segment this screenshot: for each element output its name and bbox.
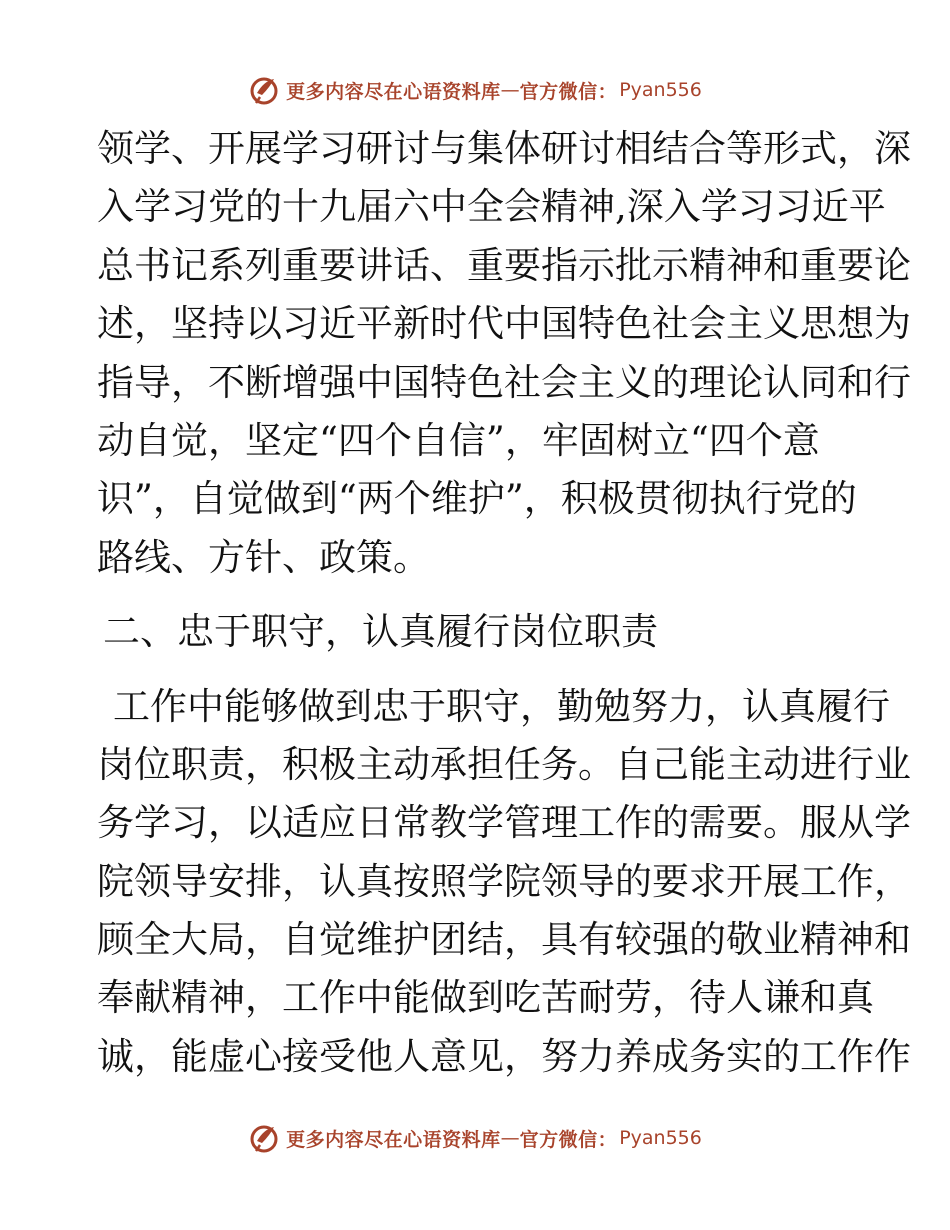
text-line: 路线、方针、政策。: [97, 535, 430, 579]
text-line: 入学习党的十九届六中全会精神,深入学习习近平: [97, 185, 886, 229]
text-line: 院领导安排，认真按照学院领导的要求开展工作，: [97, 859, 911, 903]
text-line: 岗位职责，积极主动承担任务。自己能主动进行业: [97, 742, 911, 786]
watermark-account: Pyan556: [619, 1127, 702, 1149]
text-line: 总书记系列重要讲话、重要指示批示精神和重要论: [97, 243, 911, 287]
brand-logo-icon: [248, 73, 282, 107]
header-watermark: [0, 70, 950, 110]
text-line: 动自觉，坚定“四个自信”，牢固树立“四个意: [97, 418, 820, 462]
document-body: [97, 120, 911, 1086]
text-line: 指导，不断增强中国特色社会主义的理论认同和行: [97, 360, 911, 404]
text-line: 顾全大局，自觉维护团结，具有较强的敬业精神和: [97, 918, 911, 962]
watermark-separator: —: [500, 79, 520, 101]
text-line: 领学、开展学习研讨与集体研讨相结合等形式，深: [97, 127, 911, 170]
watermark-label: 官方微信：: [519, 1128, 618, 1151]
text-line: 务学习，以适应日常教学管理工作的需要。服从学: [97, 801, 911, 845]
text-line: 述，坚持以习近平新时代中国特色社会主义思想为: [97, 302, 911, 346]
section-heading: 二、忠于职守，认真履行岗位职责: [103, 610, 658, 654]
watermark-account: Pyan556: [619, 79, 702, 101]
footer-watermark: [0, 1118, 950, 1158]
paragraph-2: [97, 678, 911, 1087]
paragraph-1: [97, 120, 911, 587]
watermark-label: 官方微信：: [519, 80, 618, 103]
text-line: 识”，自觉做到“两个维护”，积极贯彻执行党的: [97, 477, 857, 521]
brand-logo-icon: [248, 1121, 282, 1155]
text-line: 工作中能够做到忠于职守，勤勉努力，认真履行: [113, 684, 890, 728]
watermark-separator: —: [500, 1127, 520, 1149]
watermark-brand: 更多内容尽在心语资料库: [286, 80, 501, 103]
text-line: 奉献精神，工作中能做到吃苦耐劳，待人谦和真: [97, 976, 874, 1020]
watermark-brand: 更多内容尽在心语资料库: [286, 1128, 501, 1151]
text-line: 诚，能虚心接受他人意见，努力养成务实的工作作: [97, 1034, 911, 1078]
